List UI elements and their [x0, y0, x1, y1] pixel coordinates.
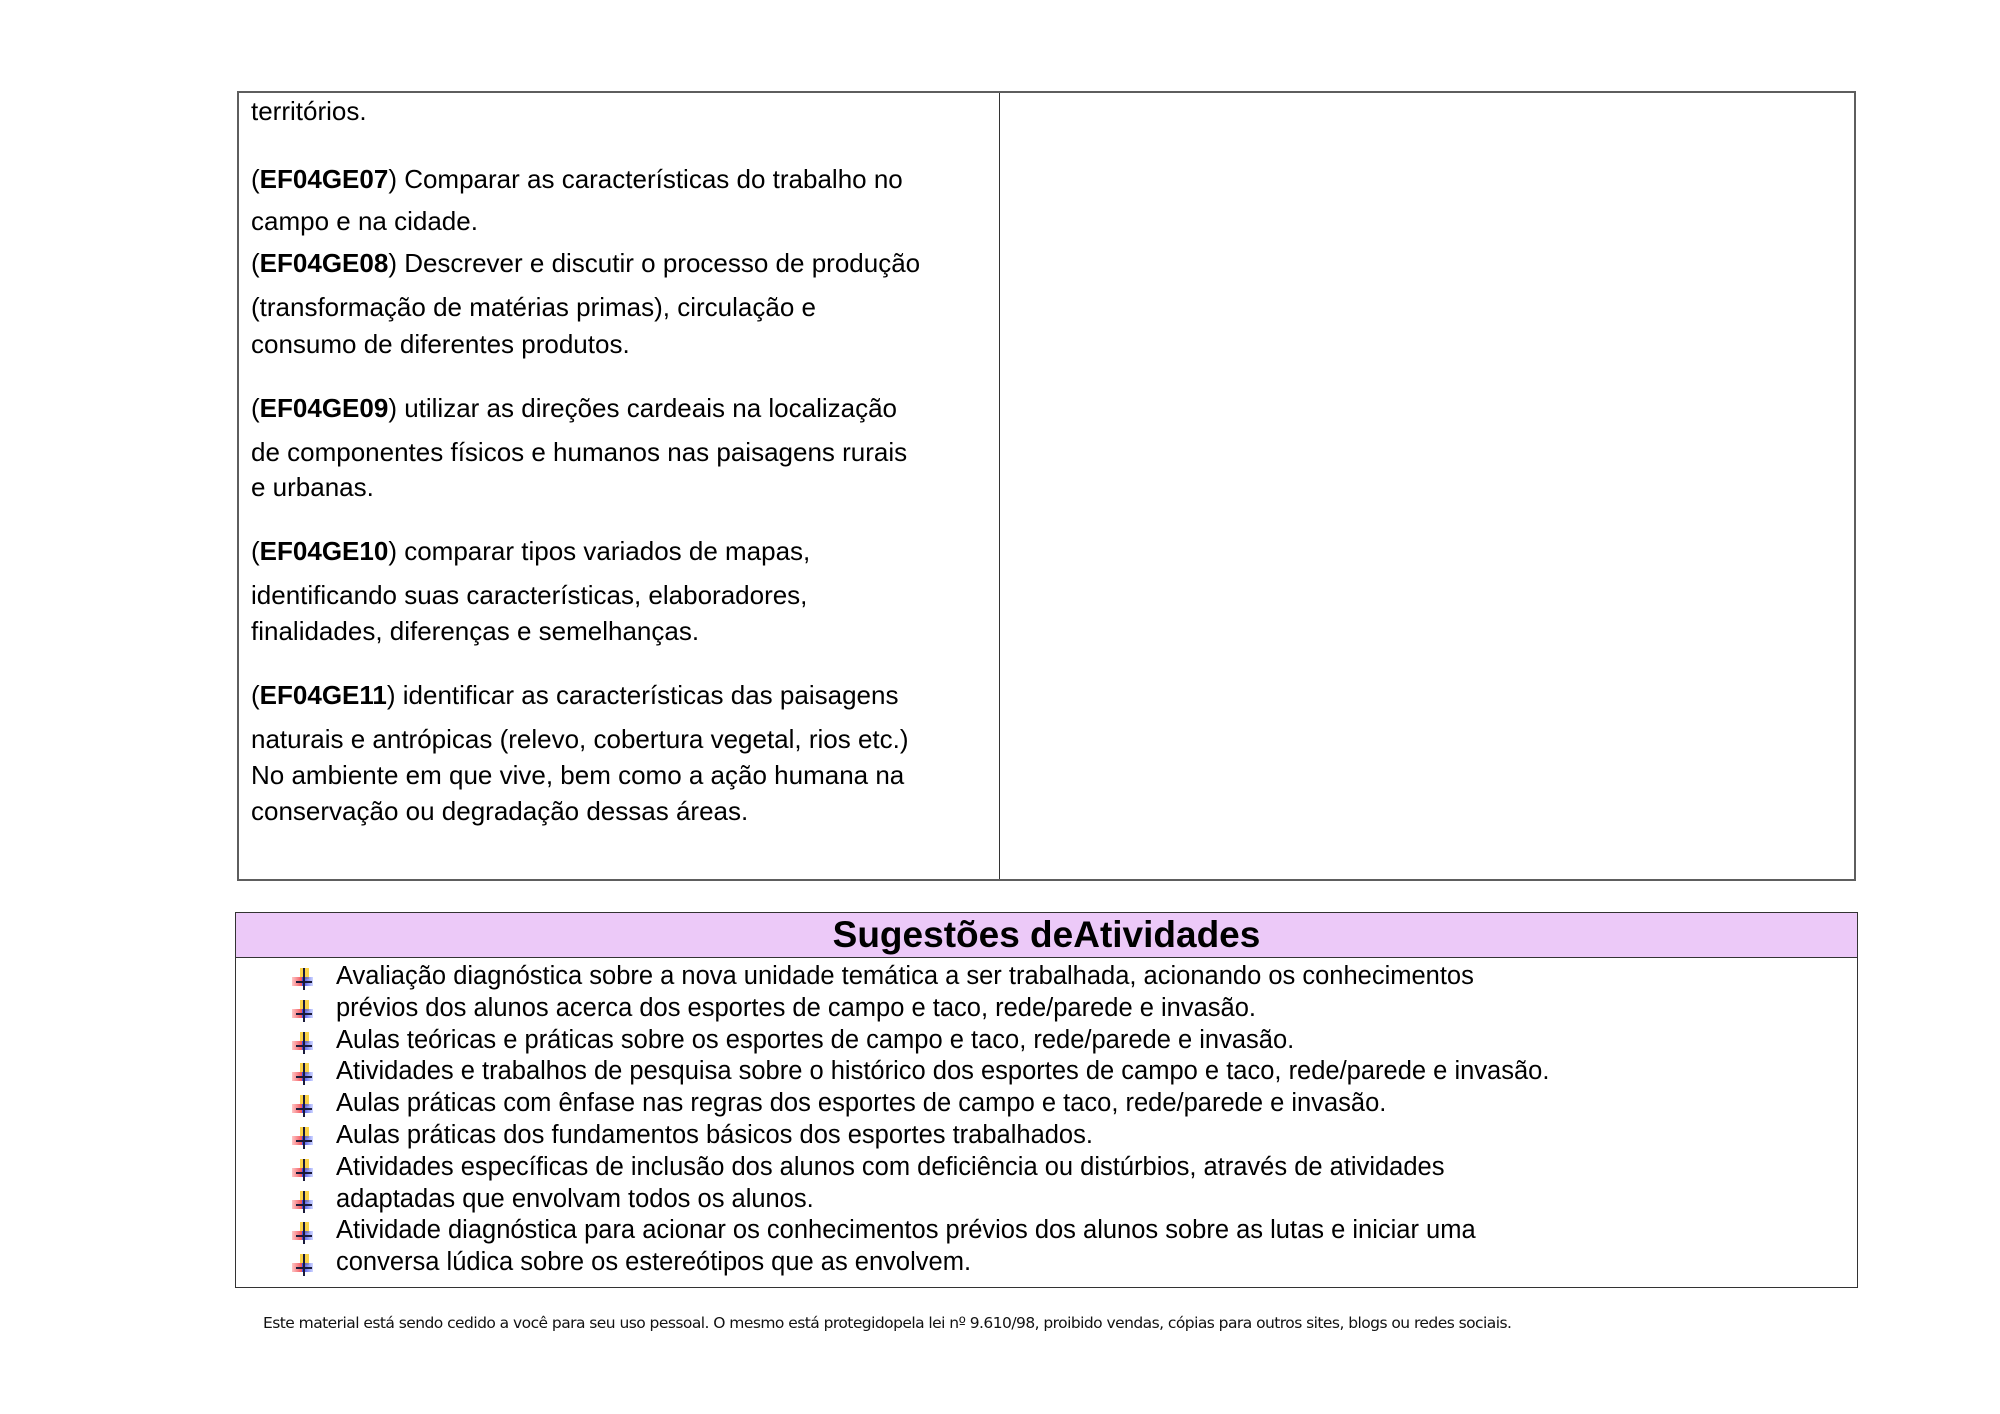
- objective-code: EF04GE11: [259, 680, 387, 710]
- activity-list-item: [236, 1056, 1857, 1088]
- activity-suggestions-title: Sugestões deAtividades: [236, 913, 1857, 958]
- activity-text: prévios dos alunos acerca dos esportes de campo e taco, rede/parede e invasão.: [336, 993, 1256, 1022]
- activity-text: Avaliação diagnóstica sobre a nova unidade temática a ser trabalhada, acionando os conhecimentos: [336, 962, 1474, 990]
- objective-EF04GE09-line-3: e urbanas.: [251, 472, 374, 502]
- objective-EF04GE08-line-3: consumo de diferentes produtos.: [251, 329, 630, 359]
- activity-text: Aulas teóricas e práticas sobre os esportes de campo e taco, rede/parede e invasão.: [336, 1025, 1295, 1054]
- objective-code: EF04GE07: [259, 164, 389, 194]
- objective-EF04GE08-line-2: (transformação de matérias primas), circulação e: [251, 292, 816, 322]
- colored-down-arrow-bullet-icon: [292, 1095, 314, 1117]
- objective-EF04GE07-line-2: campo e na cidade.: [251, 206, 478, 236]
- activity-text: conversa lúdica sobre os estereótipos que as envolvem.: [336, 1248, 972, 1277]
- empty-right-column: [1000, 93, 1854, 879]
- objectives-continuation-text: territórios.: [251, 96, 367, 126]
- colored-down-arrow-bullet-icon: [292, 1032, 314, 1054]
- objective-EF04GE10-line-1: (EF04GE10) comparar tipos variados de mapas,: [251, 536, 811, 566]
- objective-code: EF04GE08: [259, 248, 389, 278]
- activity-text: Aulas práticas dos fundamentos básicos dos esportes trabalhados.: [336, 1120, 1093, 1149]
- colored-down-arrow-bullet-icon: [292, 1254, 314, 1276]
- colored-down-arrow-bullet-icon: [292, 1127, 314, 1149]
- activity-list: [236, 961, 1857, 1279]
- activity-text: adaptadas que envolvam todos os alunos.: [336, 1184, 814, 1213]
- activity-list-item: [236, 961, 1857, 993]
- activity-list-item: [236, 1247, 1857, 1279]
- objective-code: EF04GE09: [259, 393, 389, 423]
- objective-code: EF04GE10: [259, 536, 389, 566]
- activity-list-item: [236, 1215, 1857, 1247]
- activity-list-item: [236, 1088, 1857, 1120]
- colored-down-arrow-bullet-icon: [292, 1159, 314, 1181]
- objective-EF04GE11-line-3: No ambiente em que vive, bem como a ação humana na: [251, 760, 905, 790]
- objective-EF04GE11-line-2: naturais e antrópicas (relevo, cobertura vegetal, rios etc.): [251, 724, 909, 754]
- objective-EF04GE11-line-1: (EF04GE11) identificar as características das paisagens: [251, 680, 899, 710]
- activity-text: Atividades específicas de inclusão dos alunos com deficiência ou distúrbios, através de atividades: [336, 1152, 1445, 1181]
- objective-EF04GE09-line-2: de componentes físicos e humanos nas paisagens rurais: [251, 437, 908, 467]
- objectives-table: [237, 91, 1856, 881]
- activity-text: Atividades e trabalhos de pesquisa sobre o histórico dos esportes de campo e taco, rede/parede e invasão.: [336, 1057, 1550, 1086]
- objective-EF04GE09-line-1: (EF04GE09) utilizar as direções cardeais na localização: [251, 393, 898, 423]
- copyright-notice: Este material está sendo cedido a você para seu uso pessoal. O mesmo está protegidopela lei nº 9.610/98, proibido vendas, cópias para outros sites, blogs ou redes sociais.: [263, 1314, 1512, 1332]
- objectives-column: [239, 93, 999, 879]
- activity-text: Atividade diagnóstica para acionar os conhecimentos prévios dos alunos sobre as lutas e iniciar uma: [336, 1216, 1476, 1245]
- colored-down-arrow-bullet-icon: [292, 1191, 314, 1213]
- colored-down-arrow-bullet-icon: [292, 968, 314, 990]
- activity-list-item: [236, 993, 1857, 1025]
- colored-down-arrow-bullet-icon: [292, 1000, 314, 1022]
- activity-list-item: [236, 1152, 1857, 1184]
- activity-suggestions-box: [235, 912, 1858, 1288]
- colored-down-arrow-bullet-icon: [292, 1222, 314, 1244]
- colored-down-arrow-bullet-icon: [292, 1063, 314, 1085]
- objective-EF04GE10-line-3: finalidades, diferenças e semelhanças.: [251, 616, 700, 646]
- activity-list-item: [236, 1120, 1857, 1152]
- objective-EF04GE08-line-1: (EF04GE08) Descrever e discutir o processo de produção: [251, 248, 921, 278]
- activity-list-item: [236, 1184, 1857, 1216]
- objective-EF04GE11-line-4: conservação ou degradação dessas áreas.: [251, 796, 749, 826]
- activity-list-item: [236, 1025, 1857, 1057]
- activity-text: Aulas práticas com ênfase nas regras dos esportes de campo e taco, rede/parede e invasão.: [336, 1089, 1387, 1118]
- objective-EF04GE07-line-1: (EF04GE07) Comparar as características do trabalho no: [251, 164, 903, 194]
- objective-EF04GE10-line-2: identificando suas características, elaboradores,: [251, 580, 808, 610]
